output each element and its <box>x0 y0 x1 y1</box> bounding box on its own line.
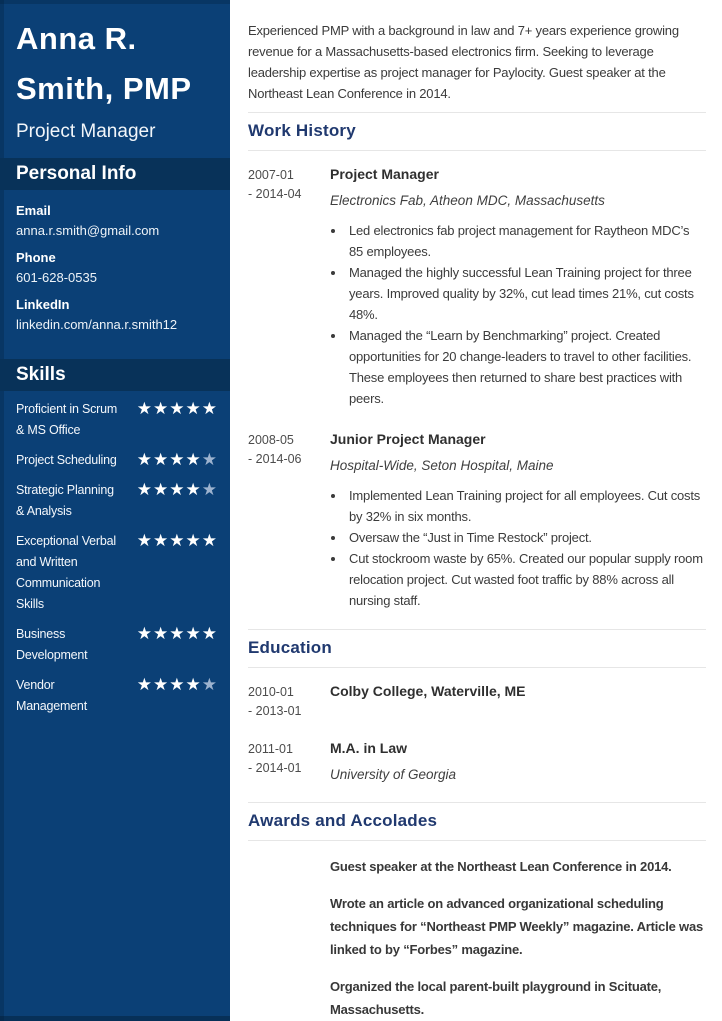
star-filled-icon: ★ <box>153 531 170 551</box>
award-spacer <box>248 975 330 1021</box>
star-filled-icon: ★ <box>136 624 153 644</box>
entry-subtitle: University of Georgia <box>330 767 457 782</box>
star-filled-icon: ★ <box>136 480 153 500</box>
award-item <box>248 855 706 878</box>
date-to: - 2013-01 <box>248 704 302 718</box>
main-column <box>230 0 722 1021</box>
education-entry <box>248 738 706 784</box>
star-filled-icon: ★ <box>185 480 202 500</box>
award-text: Organized the local parent-built playground in Scituate, Massachusetts. <box>330 979 662 1017</box>
star-filled-icon: ★ <box>136 399 153 419</box>
star-filled-icon: ★ <box>153 399 170 419</box>
award-spacer <box>248 892 330 961</box>
star-empty-icon: ★ <box>201 675 218 695</box>
skill-label: Strategic Planning & Analysis <box>16 483 114 518</box>
star-filled-icon: ★ <box>136 675 153 695</box>
entry-dates <box>248 738 330 784</box>
field-phone-value: 601-628-0535 <box>16 270 97 285</box>
summary-text: Experienced PMP with a background in law and 7+ years experience growing revenue for a Massachusetts-based electronics firm. Seeking to leverage leadership expertise as project manager for Paylocity. Guest speaker at the Northeast Lean Conference in 2014. <box>248 23 679 101</box>
entry-title: M.A. in Law <box>330 740 407 756</box>
date-from: 2011-01 <box>248 742 293 756</box>
star-rating <box>137 675 218 696</box>
field-phone <box>16 249 216 286</box>
entry-body <box>330 681 706 721</box>
education-entry <box>248 681 706 721</box>
skill-item <box>16 480 218 522</box>
candidate-name <box>0 0 230 114</box>
star-filled-icon: ★ <box>153 624 170 644</box>
entry-dates <box>248 681 330 721</box>
star-rating <box>137 450 218 471</box>
star-filled-icon: ★ <box>169 624 186 644</box>
star-rating <box>137 399 218 420</box>
field-linkedin-value: linkedin.com/anna.r.smith12 <box>16 317 178 332</box>
awards-title: Awards and Accolades <box>248 811 438 830</box>
work-entry <box>248 429 706 611</box>
section-work-history <box>248 112 706 611</box>
section-education <box>248 629 706 784</box>
education-header <box>248 629 706 668</box>
star-empty-icon: ★ <box>201 480 218 500</box>
skill-item <box>16 531 218 615</box>
award-text: Guest speaker at the Northeast Lean Conference in 2014. <box>330 859 672 874</box>
section-awards <box>248 802 706 1021</box>
star-rating <box>137 480 218 501</box>
star-filled-icon: ★ <box>201 399 218 419</box>
star-filled-icon: ★ <box>136 450 153 470</box>
star-filled-icon: ★ <box>185 624 202 644</box>
skill-label: Business Development <box>16 627 88 662</box>
bullet-list <box>330 485 706 611</box>
bullet-item: • Managed the highly successful Lean Training project for three years. Improved quality by 32%, cut lead times 21%, cut costs 48%. <box>346 262 706 325</box>
field-linkedin <box>16 296 216 333</box>
bullet-item: • Oversaw the “Just in Time Restock” project. <box>346 527 706 548</box>
entry-title: Colby College, Waterville, ME <box>330 683 526 699</box>
field-email <box>16 202 216 239</box>
bullet-item: • Led electronics fab project management for Raytheon MDC’s 85 employees. <box>346 220 706 262</box>
date-to: - 2014-06 <box>248 452 302 466</box>
bullet-item: • Managed the “Learn by Benchmarking” project. Created opportunities for 20 change-leaders to travel to other facilities. These employees then returned to share best practices with peers. <box>346 325 706 409</box>
skill-label: Vendor Management <box>16 678 87 713</box>
star-rating <box>137 531 218 552</box>
field-phone-label: Phone <box>16 250 56 265</box>
star-filled-icon: ★ <box>185 399 202 419</box>
star-filled-icon: ★ <box>201 624 218 644</box>
date-from: 2008-05 <box>248 433 294 447</box>
entry-title: Junior Project Manager <box>330 431 486 447</box>
date-from: 2007-01 <box>248 168 294 182</box>
entry-body <box>330 429 706 611</box>
skill-label: Proficient in Scrum & MS Office <box>16 402 118 437</box>
star-filled-icon: ★ <box>136 531 153 551</box>
work-entry <box>248 164 706 409</box>
date-from: 2010-01 <box>248 685 294 699</box>
entry-dates <box>248 429 330 611</box>
star-filled-icon: ★ <box>185 450 202 470</box>
date-to: - 2014-01 <box>248 761 302 775</box>
field-email-value: anna.r.smith@gmail.com <box>16 223 160 238</box>
entry-subtitle: Electronics Fab, Atheon MDC, Massachusetts <box>330 193 605 208</box>
award-text: Wrote an article on advanced organizational scheduling techniques for “Northeast PMP Weekly” magazine. Article was linked to by “Forbes” magazine. <box>330 896 704 957</box>
bullet-list <box>330 220 706 409</box>
field-email-label: Email <box>16 203 51 218</box>
entry-body <box>330 738 706 784</box>
skill-label: Project Scheduling <box>16 453 117 467</box>
candidate-name-line1: Anna R. <box>16 21 137 56</box>
star-filled-icon: ★ <box>169 450 186 470</box>
skills-list <box>0 391 230 717</box>
skill-item <box>16 399 218 441</box>
star-filled-icon: ★ <box>153 480 170 500</box>
candidate-job-title: Project Manager <box>16 121 156 142</box>
bullet-item: • Implemented Lean Training project for all employees. Cut costs by 32% in six months. <box>346 485 706 527</box>
skill-item <box>16 675 218 717</box>
star-filled-icon: ★ <box>169 531 186 551</box>
education-title: Education <box>248 638 332 657</box>
date-to: - 2014-04 <box>248 187 302 201</box>
star-empty-icon: ★ <box>201 450 218 470</box>
star-filled-icon: ★ <box>169 480 186 500</box>
star-filled-icon: ★ <box>153 675 170 695</box>
star-filled-icon: ★ <box>153 450 170 470</box>
entry-subtitle: Hospital-Wide, Seton Hospital, Maine <box>330 458 554 473</box>
skills-heading: Skills <box>0 359 230 391</box>
work-history-title: Work History <box>248 121 356 140</box>
star-filled-icon: ★ <box>185 531 202 551</box>
star-filled-icon: ★ <box>185 675 202 695</box>
skill-item <box>16 624 218 666</box>
field-linkedin-label: LinkedIn <box>16 297 70 312</box>
award-spacer <box>248 855 330 878</box>
skill-label: Exceptional Verbal and Written Communication Skills <box>16 534 116 611</box>
entry-dates <box>248 164 330 409</box>
entry-body <box>330 164 706 409</box>
award-item <box>248 975 706 1021</box>
bullet-item: • Cut stockroom waste by 65%. Created our popular supply room relocation project. Cut wasted foot traffic by 88% across all nursing staff. <box>346 548 706 611</box>
candidate-name-line2: Smith, PMP <box>16 71 192 106</box>
skill-item <box>16 450 218 471</box>
star-filled-icon: ★ <box>169 399 186 419</box>
personal-info-heading: Personal Info <box>0 158 230 190</box>
star-filled-icon: ★ <box>201 531 218 551</box>
awards-header <box>248 802 706 841</box>
sidebar <box>0 0 230 1021</box>
star-filled-icon: ★ <box>169 675 186 695</box>
work-history-header <box>248 112 706 151</box>
personal-info-fields <box>0 190 230 333</box>
entry-title: Project Manager <box>330 166 439 182</box>
star-rating <box>137 624 218 645</box>
award-item <box>248 892 706 961</box>
